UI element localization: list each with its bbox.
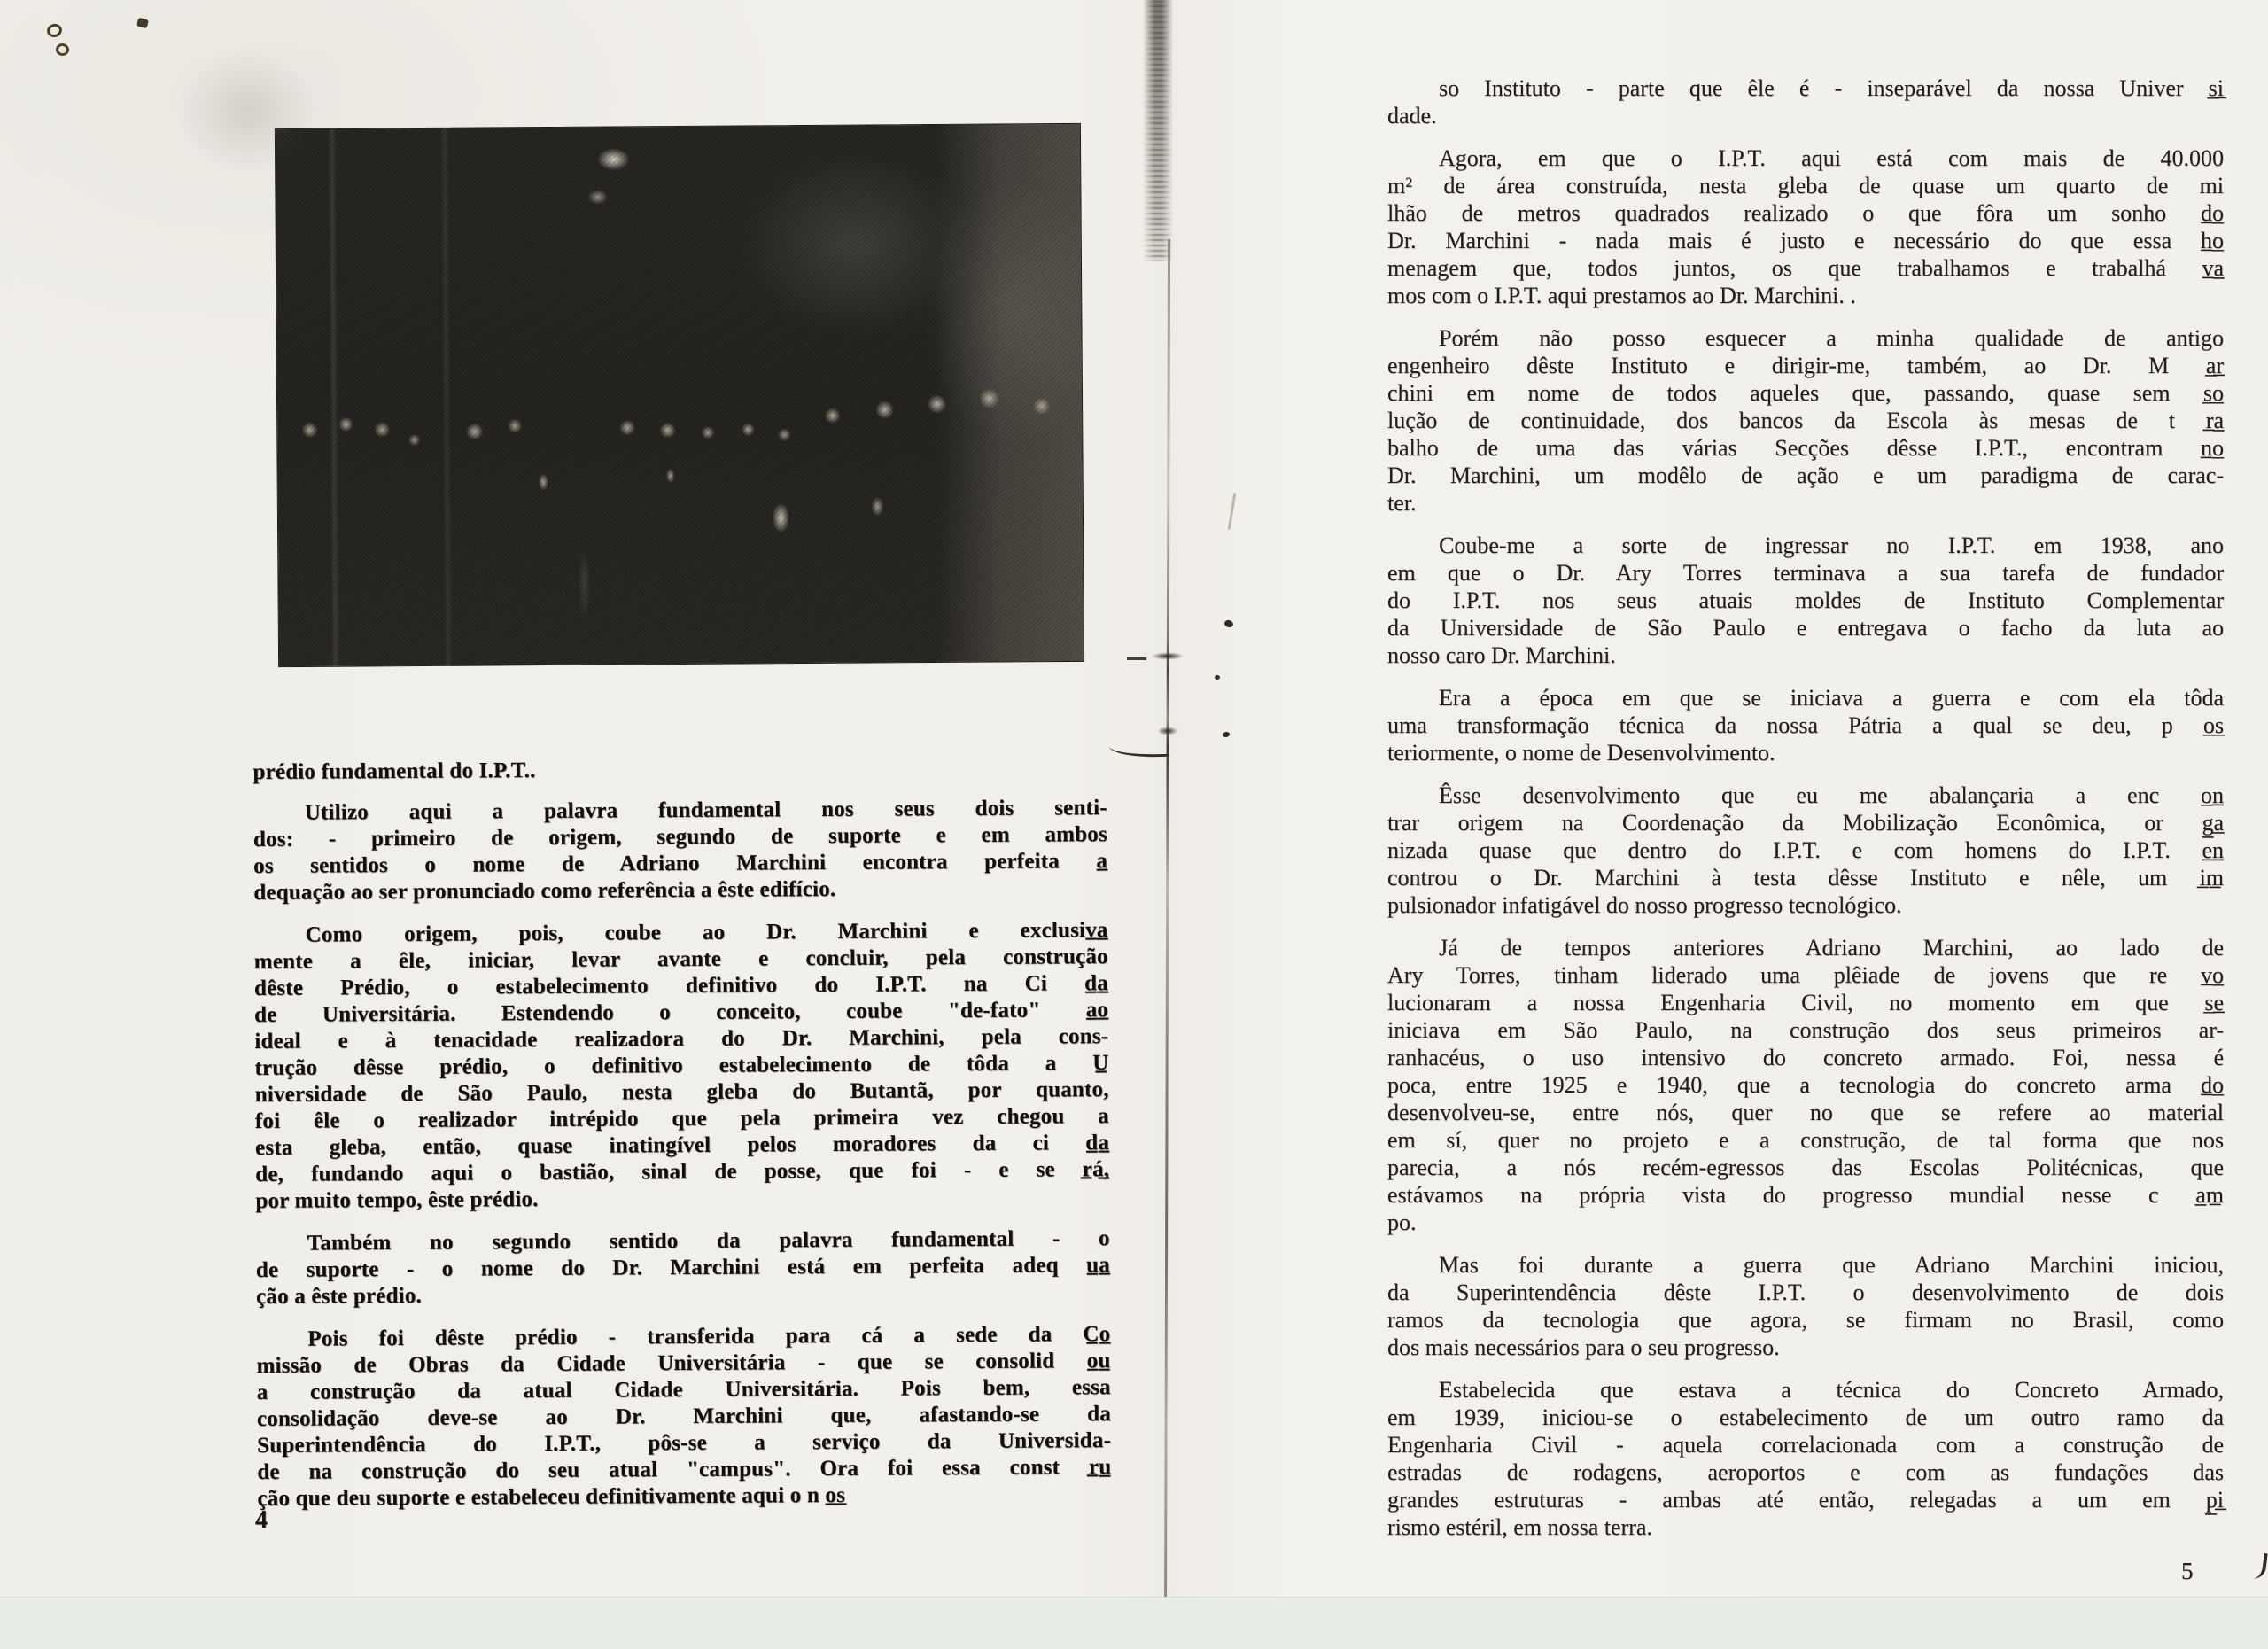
- text-line: Também no segundo sentido da palavra fundamental - o: [307, 1226, 1110, 1256]
- text-line: ção que deu suporte e estabeleceu definitivamente aqui o n o̲s̲: [257, 1482, 846, 1511]
- text-line: nosso caro Dr. Marchini.: [1387, 642, 1616, 668]
- text-line: lhão de metros quadrados realizado o que fôra um sonho d̲o̲: [1387, 200, 2224, 226]
- text-line: de, fundando aqui o bastião, sinal de posse, que foi - e se r̲á̲,: [255, 1157, 1110, 1186]
- fold-mark: [1157, 727, 1178, 735]
- text-line: da Superintendência dêste I.P.T. o desenvolvimento de dois: [1387, 1280, 2224, 1305]
- text-line: controu o Dr. Marchini à testa dêsse Instituto e nêle, um i̲m̲: [1387, 865, 2224, 891]
- text-line: os sentidos o nome de Adriano Marchini encontra perfeita a̲: [253, 849, 1108, 878]
- text-line: parecia, a nós recém-egressos das Escolas Politécnicas, que: [1387, 1155, 2224, 1180]
- section-heading: prédio fundamental do I.P.T..: [252, 758, 536, 784]
- fold-smudge: [1143, 0, 1173, 261]
- text-line: dade.: [1387, 103, 1437, 128]
- text-line: consolidação deve-se ao Dr. Marchini que, afastando-se da: [256, 1402, 1111, 1431]
- text-line: trar origem na Coordenação da Mobilização Econômica, or g̲a̲: [1387, 810, 2224, 836]
- text-line: foi êle o realizador intrépido que pela primeira vez chegou a: [254, 1104, 1109, 1133]
- text-line: rismo estéril, em nossa terra.: [1387, 1514, 1652, 1540]
- text-line: a construção da atual Cidade Universitária. Pois bem, essa: [256, 1375, 1111, 1404]
- paper-smudge: [177, 49, 319, 173]
- text-line: Dr. Marchini, um modêlo de ação e um paradigma de carac-: [1387, 463, 2224, 488]
- text-line: ramos da tecnologia que agora, se firmam no Brasil, como: [1387, 1307, 2224, 1333]
- text-line: em que o Dr. Ary Torres terminava a sua tarefa de fundador: [1387, 560, 2224, 586]
- fold-line: [1164, 239, 1170, 1648]
- text-line: por muito tempo, êste prédio.: [255, 1186, 539, 1213]
- text-line: iniciava em São Paulo, na construção dos seus primeiros ar-: [1387, 1017, 2224, 1043]
- paragraph: [1387, 684, 2224, 766]
- text-line: teriormente, o nome de Desenvolvimento.: [1387, 740, 1775, 766]
- text-line: Coube-me a sorte de ingressar no I.P.T. em 1938, ano: [1439, 533, 2224, 558]
- text-line: de Universitária. Estendendo o conceito, coube "de-fato" a̲o̲: [254, 998, 1109, 1027]
- text-line: lucionaram a nossa Engenharia Civil, no momento em que s̲e̲: [1387, 990, 2224, 1015]
- paragraph: [1387, 324, 2224, 517]
- text-line: balho de uma das várias Secções dêsse I.P.T., encontram n̲o̲: [1387, 435, 2224, 461]
- ink-speck: [1222, 731, 1230, 738]
- ink-speck: [1223, 619, 1234, 629]
- text-line: ter.: [1387, 490, 1417, 516]
- text-line: trução dêsse prédio, o definitivo estabelecimento de tôda a U̲: [254, 1051, 1109, 1080]
- text-line: lução de continuidade, dos bancos da Escola às mesas de t r̲a̲: [1387, 408, 2224, 433]
- paragraph: [1387, 934, 2224, 1236]
- text-line: esta gleba, então, quase inatingível pelos moradores da ci d̲a̲: [254, 1131, 1110, 1160]
- text-line: nizada quase que dentro do I.P.T. e com homens do I.P.T. e̲n̲: [1387, 837, 2224, 863]
- event-photo: [275, 123, 1084, 667]
- text-line: Engenharia Civil - aquela correlacionada com a construção de: [1387, 1432, 2224, 1458]
- text-line: m² de área construída, nesta gleba de quase um quarto de mi: [1387, 173, 2224, 198]
- text-line: Dr. Marchini - nada mais é justo e necessário do que essa h̲o̲: [1387, 228, 2224, 253]
- text-line: Estabelecida que estava a técnica do Concreto Armado,: [1439, 1377, 2224, 1403]
- paragraph: [1387, 1376, 2224, 1541]
- page-left-text-column: [252, 754, 1111, 1528]
- ink-speck: [136, 18, 149, 29]
- text-line: desenvolveu-se, entre nós, quer no que se refere ao material: [1387, 1100, 2224, 1125]
- text-line: Era a época em que se iniciava a guerra e com ela tôda: [1439, 685, 2224, 711]
- text-line: menagem que, todos juntos, os que trabalhamos e trabalhá v̲a̲: [1387, 255, 2224, 281]
- text-line: dequação ao ser pronunciado como referência a êste edifício.: [253, 876, 836, 905]
- staple-hole: [45, 22, 63, 39]
- text-line: dêste Prédio, o estabelecimento definitivo do I.P.T. na Ci d̲a̲: [253, 971, 1109, 1000]
- ink-speck: [1228, 493, 1237, 530]
- staple-hole: [55, 43, 70, 57]
- text-line: estávamos na própria vista do progresso mundial nesse c a̲m̲: [1387, 1182, 2224, 1208]
- paragraph: [1387, 532, 2224, 669]
- text-line: em sí, quer no projeto e a construção, de tal forma que nos: [1387, 1127, 2224, 1153]
- text-line: dos mais necessários para o seu progresso.: [1387, 1334, 1780, 1360]
- text-line: Como origem, pois, coube ao Dr. Marchini e exclusiv̲a̲: [305, 918, 1108, 947]
- text-line: niversidade de São Paulo, nesta gleba do Butantã, por quanto,: [254, 1077, 1109, 1107]
- text-line: Já de tempos anteriores Adriano Marchini, ao lado de: [1439, 935, 2224, 961]
- text-line: ideal e à tenacidade realizadora do Dr. Marchini, pela cons-: [254, 1024, 1109, 1054]
- page-number-left: 4: [255, 1506, 268, 1534]
- page-number-right: 5: [2181, 1558, 2194, 1584]
- text-line: Utilizo aqui a palavra fundamental nos seus dois senti-: [304, 796, 1107, 825]
- text-line: Êsse desenvolvimento que eu me abalançaria a enc o̲n̲: [1439, 782, 2224, 808]
- paragraph: [256, 1225, 1111, 1311]
- text-line: de suporte - o nome do Dr. Marchini está em perfeita adeq u̲a̲: [255, 1253, 1110, 1282]
- fold-mark: [1127, 657, 1146, 660]
- text-line: de na construção do seu atual "campus". Ora foi essa const r̲u̲: [257, 1455, 1112, 1484]
- text-line: Porém não posso esquecer a minha qualidade de antigo: [1439, 325, 2224, 351]
- text-line: grandes estruturas - ambas até então, relegadas a um em p̲i̲: [1387, 1487, 2224, 1513]
- text-line: po.: [1387, 1210, 1417, 1235]
- fold-mark: [1109, 742, 1170, 758]
- text-line: pulsionador infatigável do nosso progresso tecnológico.: [1387, 892, 1902, 918]
- paragraph: [1387, 782, 2224, 919]
- ink-speck: [1215, 675, 1220, 680]
- text-line: em 1939, iniciou-se o estabelecimento de um outro ramo da: [1387, 1404, 2224, 1430]
- text-line: Mas foi durante a guerra que Adriano Marchini iniciou,: [1439, 1252, 2224, 1278]
- fold-mark: [1151, 652, 1184, 660]
- paragraph: [253, 917, 1109, 1215]
- text-line: estradas de rodagens, aeroportos e com as fundações das: [1387, 1459, 2224, 1485]
- paragraph: [256, 1321, 1111, 1513]
- text-line: ranhacéus, o uso intensivo do concreto armado. Foi, nessa é: [1387, 1045, 2224, 1070]
- text-line: engenheiro dêste Instituto e dirigir-me, também, ao Dr. M a̲r̲: [1387, 353, 2224, 378]
- paragraph: [1387, 144, 2224, 309]
- text-line: Agora, em que o I.P.T. aqui está com mais de 40.000: [1439, 145, 2224, 171]
- page-curl-mark: [2247, 1552, 2268, 1580]
- text-line: chini em nome de todos aqueles que, passando, quase sem s̲o̲: [1387, 380, 2224, 406]
- text-line: uma transformação técnica da nossa Pátria a qual se deu, p o̲s̲: [1387, 712, 2224, 738]
- paragraph: [1387, 74, 2224, 129]
- page-right-text-column: [1387, 74, 2224, 1556]
- text-line: Superintendência do I.P.T., pôs-se a serviço da Universida-: [257, 1428, 1112, 1458]
- text-line: Ary Torres, tinham liderado uma plêiade de jovens que re v̲o̲: [1387, 962, 2224, 988]
- text-line: da Universidade de São Paulo e entregava o facho da luta ao: [1387, 615, 2224, 641]
- scanner-bed-edge: [0, 1597, 2268, 1649]
- text-line: mos com o I.P.T. aqui prestamos ao Dr. Marchini. .: [1387, 283, 1856, 308]
- text-line: do I.P.T. nos seus atuais moldes de Instituto Complementar: [1387, 587, 2224, 613]
- text-line: so Instituto - parte que êle é - inseparável da nossa Univer s̲i̲: [1439, 75, 2224, 101]
- text-line: dos: - primeiro de origem, segundo de suporte e em ambos: [252, 822, 1107, 852]
- text-line: ção a êste prédio.: [255, 1283, 423, 1309]
- text-line: Pois foi dêste prédio - transferida para cá a sede da C̲o̲: [307, 1322, 1111, 1351]
- text-line: missão de Obras da Cidade Universitária - que se consolid o̲u̲: [256, 1349, 1111, 1378]
- text-line: poca, entre 1925 e 1940, que a tecnologia do concreto arma d̲o̲: [1387, 1072, 2224, 1098]
- paragraph: [1387, 1251, 2224, 1361]
- paragraph: [253, 795, 1108, 906]
- text-line: mente a êle, iniciar, levar avante e concluir, pela construção: [253, 945, 1108, 974]
